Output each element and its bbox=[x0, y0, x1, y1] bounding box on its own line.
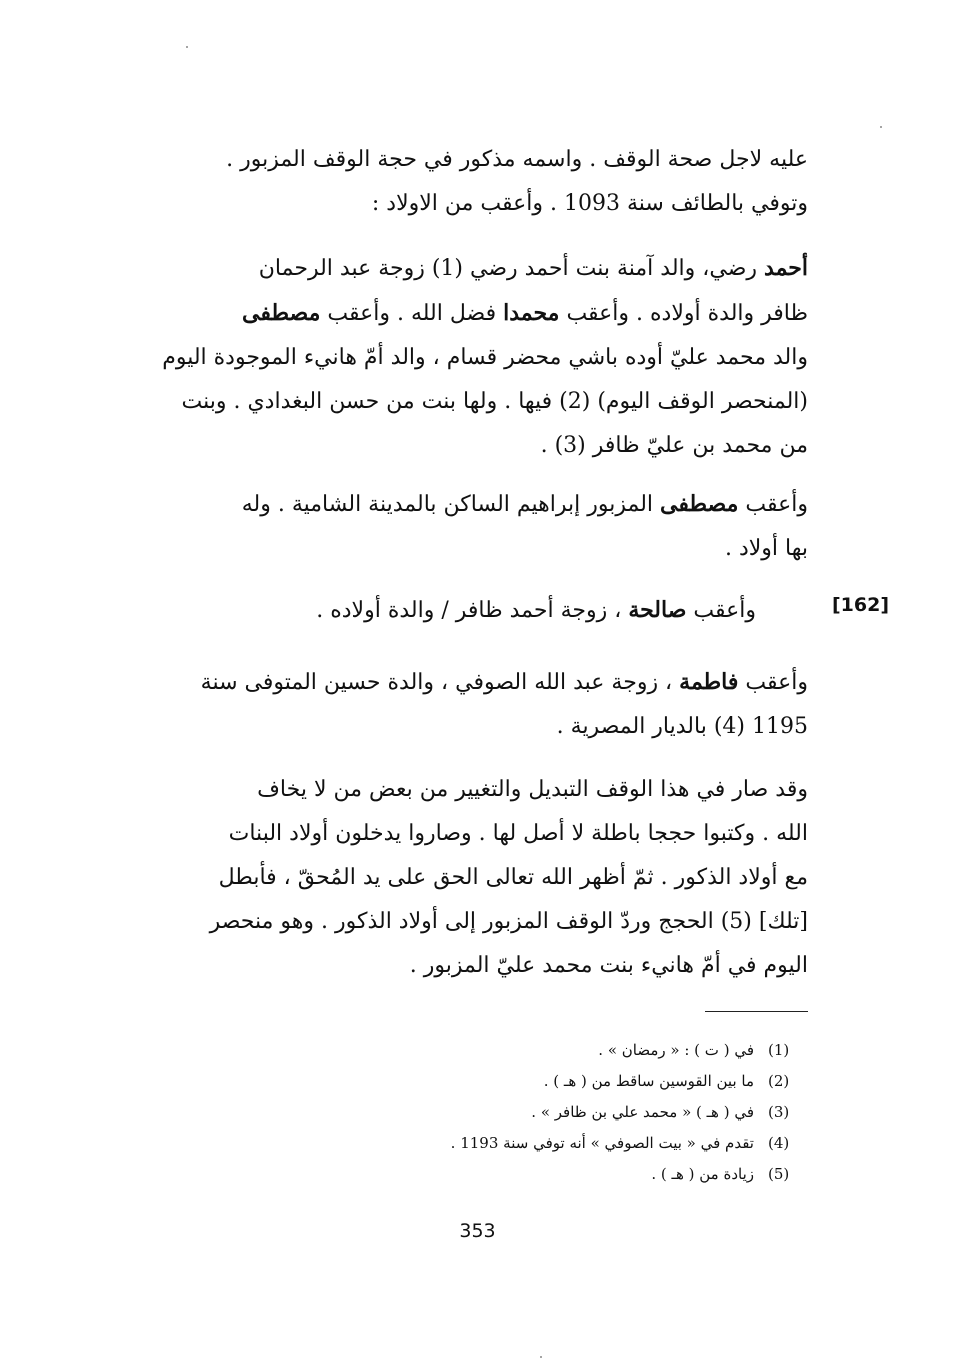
text-span: وأعقب bbox=[738, 670, 808, 695]
footnote-number: (4) bbox=[768, 1134, 790, 1152]
name-mustafa: مصطفى bbox=[660, 491, 739, 517]
footnote-item bbox=[300, 1097, 792, 1128]
footnote-text: ما بين القوسين ساقط من ( هـ ) . bbox=[543, 1072, 754, 1090]
text-span: فضل الله . وأعقب bbox=[320, 301, 504, 326]
name-muhammad: محمدا bbox=[503, 300, 560, 326]
paragraph-6 bbox=[136, 768, 808, 988]
name-saliha: صالحة bbox=[628, 597, 687, 623]
text-line: والد محمد عليّ أوده باشي محضر قسام ، والد أمّ هانيء الموجودة اليوم bbox=[162, 345, 808, 370]
text-span: ظافر والدة أولاده . وأعقب bbox=[559, 301, 808, 326]
text-line: وقد صار في هذا الوقف التبديل والتغيير من بعض من لا يخاف bbox=[257, 777, 808, 802]
text-line: الله . وكتبوا حججا باطلة لا أصل لها . وصاروا يدخلون أولاد البنات bbox=[228, 821, 808, 846]
scan-speck bbox=[186, 46, 188, 48]
footnote-number: (1) bbox=[768, 1041, 790, 1059]
text-line: (المنحصر الوقف اليوم) (2) فيها . ولها بنت من حسن البغدادي . وبنت bbox=[181, 389, 808, 414]
footnote-text: في ( هـ ) « محمد علي بن ظافر » . bbox=[531, 1103, 754, 1121]
paragraph-1 bbox=[136, 138, 808, 226]
text-span: رضي، والد آمنة بنت أحمد رضي (1) زوجة عبد الرحمان bbox=[258, 256, 765, 281]
text-line bbox=[136, 291, 808, 336]
text-line bbox=[136, 482, 808, 527]
paragraph-2 bbox=[136, 246, 808, 468]
text-span: وأعقب bbox=[686, 598, 756, 623]
footnote-text: تقدم في « بيت الصوفي » أنه توفي سنة 1193 . bbox=[450, 1134, 754, 1152]
footnote-item bbox=[300, 1035, 792, 1066]
paragraph-4 bbox=[136, 588, 756, 633]
footnote-text: في ( ت ) : « رمضان » . bbox=[598, 1041, 754, 1059]
text-span: وأعقب bbox=[738, 492, 808, 517]
scan-speck bbox=[880, 126, 882, 128]
text-line bbox=[136, 246, 808, 291]
page-number: 353 bbox=[459, 1220, 496, 1242]
footnote-item bbox=[300, 1066, 792, 1097]
text-line: بها أولاد . bbox=[724, 536, 808, 561]
text-span: ، زوجة أحمد ظافر / والدة أولاده . bbox=[316, 598, 629, 623]
text-line bbox=[136, 588, 756, 633]
text-line: مع أولاد الذكور . ثمّ أظهر الله تعالى الحق على يد المُحقّ ، فأبطل bbox=[218, 865, 808, 890]
footnote-text: زيادة من ( هـ ) . bbox=[651, 1165, 754, 1183]
paragraph-3 bbox=[136, 482, 808, 571]
text-line: وتوفي بالطائف سنة 1093 . وأعقب من الاولاد : bbox=[371, 191, 808, 216]
name-fatima: فاطمة bbox=[679, 669, 739, 695]
scan-speck bbox=[540, 1356, 542, 1358]
margin-number: [162] bbox=[832, 594, 890, 616]
name-ahmad: أحمد bbox=[764, 255, 808, 281]
footnote-number: (5) bbox=[768, 1165, 790, 1183]
footnote-item bbox=[300, 1159, 792, 1190]
footnote-item bbox=[300, 1128, 792, 1159]
name-mustafa: مصطفى bbox=[242, 300, 321, 326]
text-span: ، زوجة عبد الله الصوفي ، والدة حسين المتوفى سنة bbox=[200, 670, 680, 695]
text-line: اليوم في أمّ هانيء بنت محمد عليّ المزبور . bbox=[409, 953, 808, 978]
footnotes bbox=[300, 1035, 792, 1190]
text-line: [تلك] (5) الحجج وردّ الوقف المزبور إلى أولاد الذكور . وهو منحصر bbox=[209, 909, 808, 934]
text-line: عليه لاجل صحة الوقف . واسمه مذكور في حجة الوقف المزبور . bbox=[226, 147, 808, 172]
footnote-number: (3) bbox=[768, 1103, 790, 1121]
text-span: المزبور إبراهيم الساكن بالمدينة الشامية . وله bbox=[241, 492, 661, 517]
text-line: 1195 (4) بالديار المصرية . bbox=[556, 714, 808, 739]
footnote-divider bbox=[705, 1011, 808, 1012]
paragraph-5 bbox=[136, 660, 808, 749]
footnote-number: (2) bbox=[768, 1072, 790, 1090]
text-line: من محمد بن عليّ ظافر (3) . bbox=[540, 433, 808, 458]
text-line bbox=[136, 660, 808, 705]
